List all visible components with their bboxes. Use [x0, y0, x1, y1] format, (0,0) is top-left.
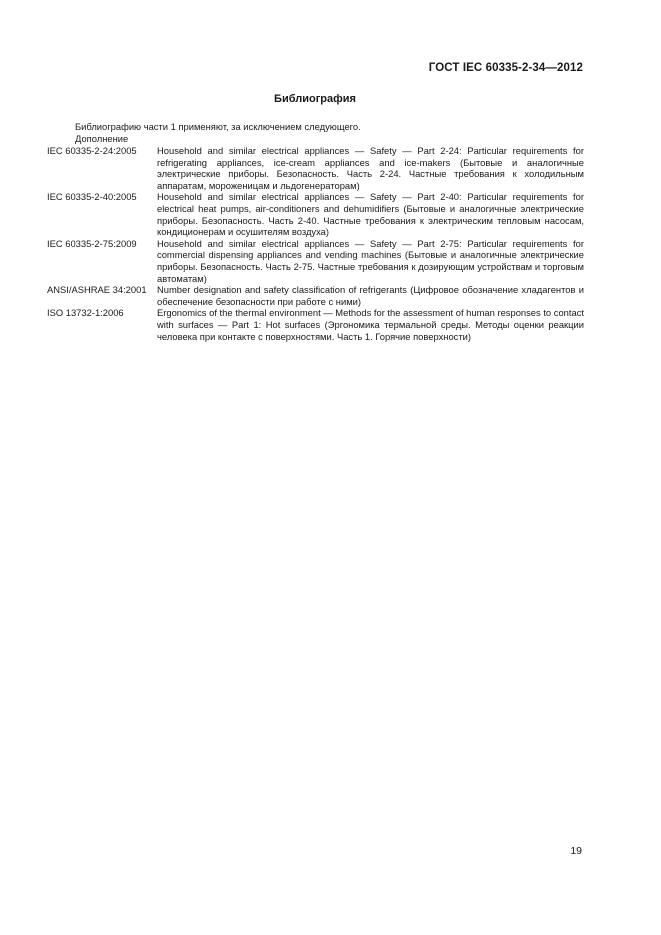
document-code: ГОСТ IEC 60335-2-34—2012 [428, 62, 583, 74]
entry-text: Household and similar electrical appliances — Safety — Part 2-24: Particular requirements for refrigerating appliances, ice-cream appliances and ice-makers (Бытовые и аналогичные электрические приборы. Безопасность. Часть 2-24. Частные требования к холодильным аппаратам, мороженицам и льдогенераторам) [157, 145, 584, 191]
entry-code: ANSI/ASHRAE 34:2001 [47, 284, 147, 296]
bibliography-entry [47, 145, 584, 191]
bibliography-entry [47, 284, 584, 307]
bibliography-entry [47, 238, 584, 284]
page-number: 19 [570, 845, 582, 857]
entry-text: Household and similar electrical appliances — Safety — Part 2-40: Particular requirements for electrical heat pumps, air-conditioners and dehumidifiers (Бытовые и аналогичные электрические приборы. Безопасность. Часть 2-40. Частные требования к электрическим тепловым насосам, кондиционерам и осушителям воздуха) [157, 191, 584, 238]
bibliography-entry [47, 191, 584, 237]
entry-code: ISO 13732-1:2006 [47, 307, 124, 319]
entry-code: IEC 60335-2-40:2005 [47, 191, 137, 203]
page-title: Библиография [274, 93, 356, 105]
entry-text: Household and similar electrical appliances — Safety — Part 2-75: Particular requirements for commercial dispensing appliances and vending machines (Бытовые и аналогичные электрические приборы. Безопасность. Часть 2-75. Частные требования к дозирующим устройствам и торговым автоматам) [157, 237, 584, 284]
bibliography-list [47, 145, 584, 342]
entry-text: Ergonomics of the thermal environment — Methods for the assessment of human responses to contact with surfaces — Part 1: Hot surfaces (Эргономика термальной среды. Методы оценки реакции человека при контакте с поверхностями. Часть 1. Горячие поверхности) [157, 307, 584, 342]
intro [75, 121, 361, 145]
entry-text: Number designation and safety classification of refrigerants (Цифровое обозначение хладагентов и обеспечение безопасности при работе с ними) [157, 284, 584, 307]
entry-code: IEC 60335-2-24:2005 [47, 145, 137, 156]
bibliography-entry [47, 307, 584, 342]
entry-code: IEC 60335-2-75:2009 [47, 237, 137, 249]
intro-line: Библиографию части 1 применяют, за исключением следующего. [75, 121, 361, 132]
supplement-label: Дополнение [75, 133, 129, 144]
